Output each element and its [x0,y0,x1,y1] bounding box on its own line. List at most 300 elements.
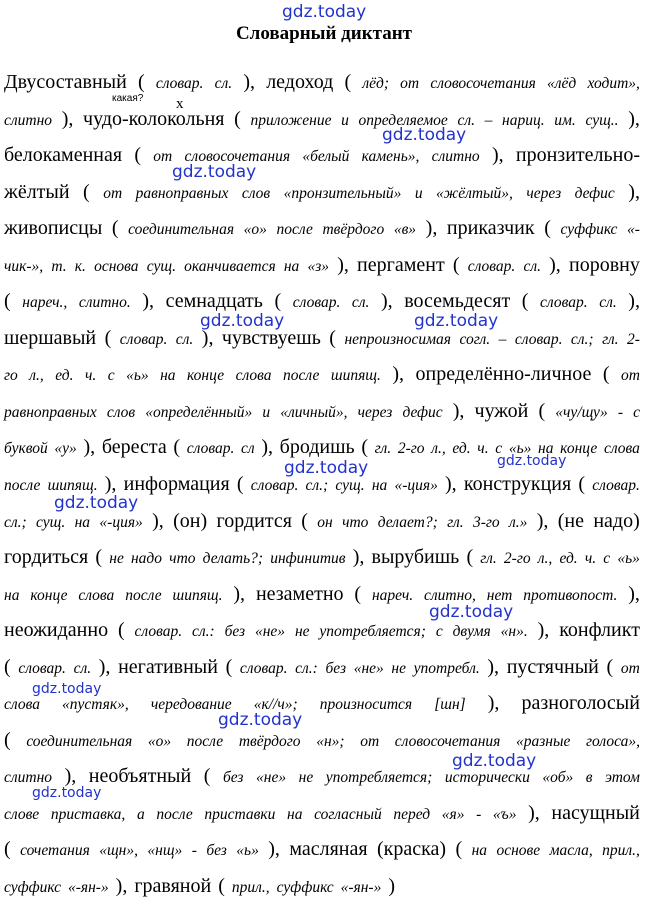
comment-word: конце [187,367,225,385]
comment-word: слове [4,805,40,823]
comment-word: словар. [119,330,168,348]
comment-word: после [276,221,313,239]
comment-word: 2-го [397,440,425,458]
comment-word: сущ. [36,513,66,531]
text-line [4,758,640,795]
dictation-word: ( [606,655,614,678]
comment-word: «нщ» [147,842,183,860]
dictation-word: ), [452,399,465,422]
comment-word: словосочетания [430,75,536,92]
dictation-word: ( [329,326,336,349]
comment-word: произносится [319,696,413,714]
comment-word: после [125,586,162,604]
comment-word: с [495,440,503,458]
comment-word: двумя [452,623,491,641]
comment-word: «белый [302,148,350,166]
dictation-word: ( [4,290,11,313]
comment-word: сл.: [295,659,318,677]
comment-word: сл.: [191,623,215,641]
comment-word: слова [603,440,640,458]
dictation-word: ледоход [266,71,334,93]
comment-word: непроизносимая [344,330,451,348]
comment-word: равноправных [135,184,229,202]
comment-word: сущ.. [585,111,619,129]
dictation-word: ), [243,71,255,93]
comment-word: словар. [186,440,235,458]
dictation-word: чувствуешь [221,326,321,349]
comment-word: нет [486,586,513,604]
comment-word: им. [554,111,576,129]
comment-word: словар. [134,623,183,641]
dictation-word: ), [268,838,280,861]
text-line [4,64,640,101]
comment-word: после [156,805,193,823]
dictation-word: ( [544,217,551,240]
comment-word: – [498,330,507,348]
comment-word: шипящ. [47,477,98,495]
dictation-word: конструкция [463,473,572,496]
dictation-word: ( [95,546,103,569]
dictation-word: ), [445,473,457,496]
comment-word: сл. [175,330,194,348]
dictation-text [4,64,640,905]
dictation-word: ( [234,107,241,130]
dictation-word: масляная [289,838,368,861]
comment-word: 2- [627,330,640,348]
comment-word: чередование [150,696,232,714]
comment-word: нареч., [22,294,68,312]
comment-word: на [471,842,488,860]
dictation-word: ), [201,326,214,349]
dictation-word: ), [115,875,128,898]
dictation-word: (краска) [377,838,447,861]
text-line [4,320,640,357]
comment-word: - [476,805,482,823]
comment-word: гл. [374,440,392,458]
dictation-word: гордится [216,509,292,532]
comment-word: слитно [4,769,53,787]
comment-word: сл. [599,294,617,312]
dictation-word: (не [557,509,584,532]
dictation-word: ), [233,582,246,605]
comment-word: не [109,550,124,568]
dictation-word: ( [203,765,211,788]
comment-word: и [414,184,423,202]
watermark: gdz.today [32,785,102,801]
comment-word: согласный [314,805,382,823]
comment-word: «-ян-» [67,879,109,897]
comment-word: «пронзительный» [283,184,402,202]
dictation-word: ( [4,838,11,861]
comment-word: словар. [592,477,640,495]
dictation-word: гравяной [134,875,212,898]
comment-word: словар. [155,75,204,92]
comment-word: «я» [441,805,465,823]
comment-word: словар. [540,294,588,312]
page-title: Словарный диктант [235,23,413,44]
comment-word: «не» [353,659,384,677]
watermark: gdz.today [414,311,499,331]
comment-word: словар. [514,330,563,348]
comment-word: основе [496,842,541,860]
comment-word: «з» [307,257,330,275]
dictation-word: ), [261,436,273,459]
comment-word: [шн] [434,696,466,714]
dictation-word: определённо-личное [415,363,592,386]
text-line [4,649,640,686]
comment-word: не [391,659,406,677]
comment-word: оканчивается [184,257,276,275]
comment-word: «ь» [617,550,640,568]
dictation-word: приказчик [446,217,535,240]
dictation-word: ), [381,290,393,313]
dictation-word: белокаменная [4,144,123,167]
dictation-word: ( [117,619,125,642]
comment-word: слова [78,586,115,604]
comment-word: слов [241,184,271,202]
comment-word: «ь» [508,440,532,458]
dictation-word: ), [104,473,117,496]
comment-word: сл.; [570,330,594,348]
comment-word: приложение [250,111,332,129]
watermark: gdz.today [429,602,514,622]
comment-word: употребляется; [319,623,426,641]
comment-word: от [153,148,173,166]
text-line [4,101,640,138]
comment-word: гл. [602,330,619,348]
text-line [4,393,640,430]
dictation-word: береста [101,436,167,459]
comment-word: согл. [459,330,491,348]
comment-word: камень», [361,148,420,166]
dictation-word: пергамент [357,253,445,276]
comment-word: словар. [239,659,288,677]
comment-word: противопост. [523,586,618,604]
dictation-word: ( [344,71,352,93]
dictation-word: ( [4,728,11,751]
comment-word: т. [51,257,67,275]
comment-word: с [603,550,611,568]
comment-word: «чу/щу» [555,403,608,421]
dictation-word: ), [628,107,640,130]
dictation-word: ), [142,290,154,313]
comment-word: «пустяк», [62,696,129,714]
dictation-word: ) [388,875,395,898]
dictation-word: ( [104,326,112,349]
text-line [4,612,640,649]
watermark: gdz.today [200,311,285,331]
text-line [4,539,640,576]
dictation-word: ), [352,546,365,569]
comment-word: масла, [549,842,593,860]
comment-word: «определённый» [145,403,253,421]
comment-word: с [435,623,443,641]
comment-word: лёд; [362,75,389,92]
comment-word: прил., [602,842,640,860]
comment-word: сочетания [20,842,90,860]
comment-word: сл. [351,294,370,312]
comment-word: л., [431,440,446,458]
dictation-word: разноголосый [521,692,640,715]
text-line [4,868,640,905]
dictation-word: вырубишь [371,546,460,569]
dictation-word: пустячный [506,655,599,678]
dictation-word: ( [521,290,529,313]
comment-word: после [186,732,224,750]
comment-word: инфинитив [270,550,346,568]
dictation-word: ), [487,692,500,715]
dictation-word: ( [134,144,142,167]
dictation-word: ), [549,253,561,276]
dictation-word: чужой [474,399,529,422]
comment-word: от [620,367,640,385]
comment-word: «ъ» [492,805,517,823]
text-line [4,576,640,613]
comment-word: исторически [444,769,530,787]
dictation-word: ( [4,655,11,678]
dictation-word: ( [578,473,586,496]
comment-word: с [633,403,640,421]
dictation-word: ), [628,582,640,605]
dictation-word: ), [536,509,549,532]
text-line [4,210,640,247]
comment-word: ч. [84,367,97,385]
comment-word: «о» [243,221,267,239]
dictation-word: ( [301,509,308,532]
comment-word: сл. [523,257,541,275]
dictation-word: живописцы [4,217,103,240]
comment-word: голоса», [586,732,640,750]
comment-word: суффикс [4,879,61,897]
comment-word: «- [627,221,640,239]
comment-word: «щн», [99,842,138,860]
text-line [4,283,640,320]
comment-word: через [357,403,393,421]
comment-word: слова [235,367,272,385]
comment-word: слова [4,696,40,714]
watermark: gdz.today [218,710,303,730]
comment-word: от [400,75,420,92]
comment-word: без [224,623,246,641]
comment-word: – [484,111,493,129]
comment-word: твёрдого [322,221,385,239]
text-line [4,247,640,284]
dictation-word: информация [123,473,230,496]
comment-word: сл.; [4,513,27,531]
comment-word: в [585,769,593,787]
dictation-word: ( [538,399,546,422]
comment-word: через [526,184,562,202]
dictation-word: ), [61,107,74,130]
dictation-word: ), [98,655,111,678]
comment-word: «не» [254,623,286,641]
watermark: gdz.today [32,681,102,697]
comment-word: ед. [559,550,578,568]
dictation-word: ( [274,290,282,313]
watermark: gdz.today [54,493,139,513]
text-line [4,795,640,832]
comment-word: «-ция» [99,513,143,531]
comment-word: гл. [447,513,464,531]
dictation-word: ( [354,582,362,605]
watermark: gdz.today [382,125,467,145]
dictation-word: ), [392,363,405,386]
dictation-word: ( [111,217,119,240]
question-annotation: какая? [112,93,144,104]
dictation-word: ), [628,180,640,203]
dictation-word: ), [83,436,96,459]
dictation-word: ), [537,619,550,642]
dictation-word: насущный [551,801,640,824]
text-line [4,466,640,503]
comment-word: «жёлтый», [436,184,513,202]
dictation-word: чудо-колокольня [83,107,225,130]
text-line [4,722,640,759]
comment-word: шипящ. [330,367,381,385]
comment-word: конце [560,440,598,458]
dictation-word: ( [452,253,460,276]
dictation-word: ), [528,801,540,824]
text-line [4,685,640,722]
dictation-word: необъятный [88,765,192,788]
comment-word: л., [29,367,44,385]
dictation-word: ( [225,655,233,678]
comment-word: на [371,477,388,495]
comment-word: «в» [393,221,417,239]
text-line [4,503,640,540]
comment-word: конце [30,586,68,604]
comment-word: дефис [402,403,443,421]
dictation-word: ( [466,546,474,569]
dictation-word: восемьдесят [404,290,511,313]
comment-word: «-ция» [394,477,438,495]
comment-word: ходит», [587,75,640,92]
comment-word: от [620,659,640,677]
comment-word: на [283,257,300,275]
text-line [4,831,640,868]
comment-word: сл. [73,659,92,677]
comment-word: на [538,440,554,458]
dictation-word: ( [138,71,145,93]
comment-word: - [617,403,623,421]
comment-word: соединительная [26,732,133,750]
comment-word: без [222,769,244,787]
comment-word: сл [241,440,255,458]
comment-word: слитно [431,148,480,166]
dictation-word: ( [218,875,225,898]
comment-word: словар. [292,294,341,312]
comment-word: дефис [574,184,615,202]
dictation-word: ), [628,290,640,313]
comment-word: соединительная [128,221,235,239]
dictation-word: ( [173,436,181,459]
dictation-word: ( [602,363,610,386]
dictation-word: семнадцать [165,290,263,313]
dictation-word: ( [236,473,244,496]
dictation-word: негативный [118,655,218,678]
comment-word: ч. [477,440,489,458]
text-line [4,429,640,466]
dictation-word: (он) [173,509,208,532]
comment-word: словар. [250,477,299,495]
dictation-word: ( [455,838,463,861]
comment-word: делать?; [202,550,264,568]
comment-word: основа [94,257,139,275]
comment-word: прил., [231,879,270,897]
comment-word: и [341,111,349,129]
comment-word: на [287,805,303,823]
comment-word: что [342,513,369,531]
text-line [4,356,640,393]
watermark: gdz.today [452,751,537,771]
comment-word: «о» [147,732,172,750]
dictation-word: конфликт [559,619,640,642]
watermark-top: gdz.today [282,2,367,22]
dictation-word: ), [337,253,349,276]
comment-word: суффикс [276,879,334,897]
comment-word: «н». [500,623,528,641]
comment-word: без [206,842,227,860]
comment-word: ед. [452,440,471,458]
comment-word: л., [537,550,553,568]
comment-word: равноправных [4,403,97,421]
comment-word: твёрдого [238,732,301,750]
comment-word: «не» [256,769,287,787]
text-line [4,174,640,211]
watermark: gdz.today [284,458,369,478]
comment-word: с [107,367,115,385]
comment-word: после [4,477,41,495]
comment-word: словар. [18,659,66,677]
comment-word: «ь» [236,842,259,860]
comment-word: «личный», [280,403,348,421]
dictation-word: незаметно [255,582,344,605]
comment-word: нариц. [502,111,545,129]
comment-word: на [74,513,91,531]
comment-word: «ь» [126,367,149,385]
comment-word: к. [74,257,86,275]
dictation-word: ), [491,144,504,167]
comment-word: сл.; [305,477,329,495]
comment-word: употребл. [413,659,480,677]
dictation-word: ), [425,217,438,240]
comment-word: го [4,367,18,385]
comment-word: «н»; [316,732,345,750]
comment-word: ед. [55,367,74,385]
watermark: gdz.today [497,453,567,469]
comment-word: нареч. [371,586,414,604]
comment-word: не [298,769,314,787]
comment-word: 2-го [503,550,531,568]
comment-word: после [283,367,320,385]
dictation-word: поровну [568,253,640,276]
dictation-word: ), [152,509,164,532]
comment-word: делает?; [377,513,438,531]
text-line [4,137,640,174]
comment-word: словар. [467,257,516,275]
comment-word: приставки [204,805,276,823]
comment-word: чик-», [4,257,44,275]
dictation-word: бродишь [279,436,355,459]
dictation-word: гордиться [4,546,89,569]
comment-word: 3-го [472,513,500,531]
comment-word: приставка, [50,805,126,823]
comment-word: что [169,550,196,568]
comment-word: «лёд [547,75,577,92]
comment-word: сущ. [335,477,365,495]
comment-word: «разные [515,732,571,750]
comment-word: буквой [4,440,48,458]
